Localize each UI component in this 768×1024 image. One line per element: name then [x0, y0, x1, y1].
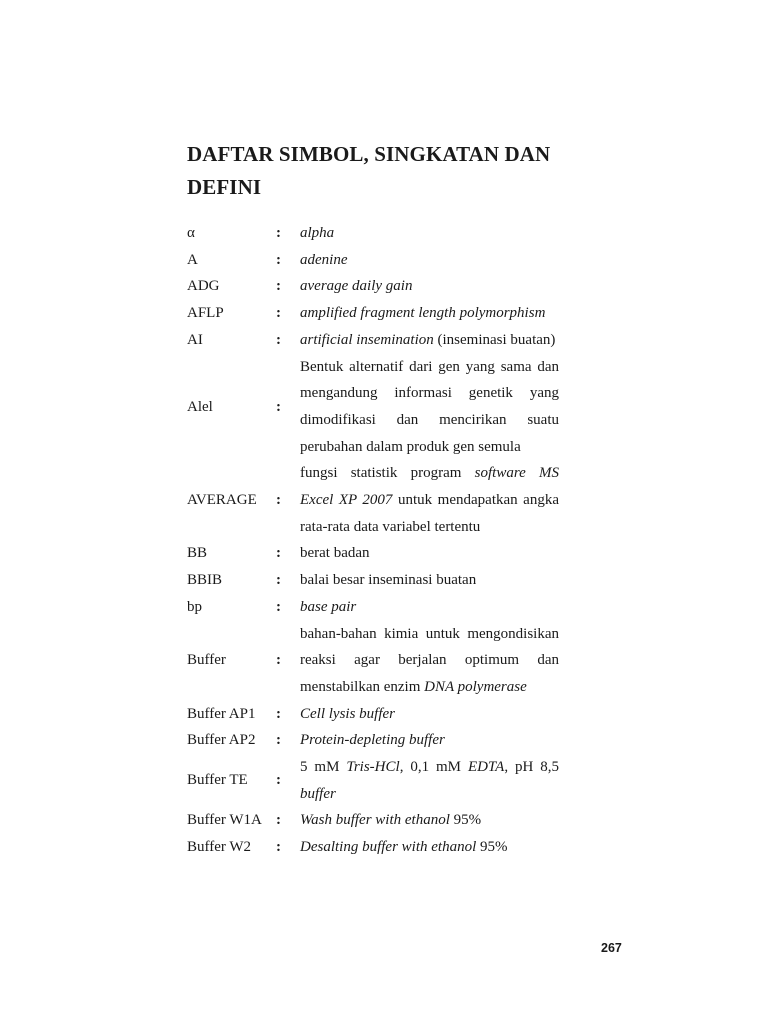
- glossary-term: α: [187, 225, 195, 241]
- definition-text: dimodifikasi dan mencirikan suatu: [300, 411, 559, 428]
- definition-line: [300, 834, 559, 861]
- glossary-separator: :: [276, 598, 281, 615]
- glossary-term: Buffer TE: [187, 772, 248, 789]
- definition-line: [300, 407, 559, 434]
- definition-text-italic: Wash buffer with ethanol: [300, 812, 450, 829]
- glossary-definition: [300, 460, 559, 540]
- definition-text: mengandung informasi genetik yang: [300, 385, 559, 402]
- definition-line: [300, 460, 559, 487]
- definition-text-italic: base pair: [300, 598, 357, 615]
- glossary-definition: [300, 701, 559, 728]
- page-heading-line-2: DEFINI: [187, 175, 262, 199]
- definition-line: [300, 701, 559, 728]
- glossary-definition: [300, 834, 559, 861]
- definition-line: [300, 674, 559, 701]
- glossary-definition: [300, 354, 559, 461]
- glossary-list: [187, 220, 559, 861]
- glossary-separator: :: [276, 225, 281, 241]
- glossary-definition: [300, 327, 559, 354]
- definition-text: 95%: [476, 839, 508, 856]
- definition-text: perubahan dalam produk gen semula: [300, 438, 521, 455]
- glossary-term: BBIB: [187, 572, 223, 589]
- glossary-entry: [187, 354, 559, 461]
- definition-text-italic: average daily gain: [300, 278, 413, 295]
- glossary-entry: [187, 300, 559, 327]
- definition-text-italic: software MS: [474, 465, 559, 482]
- definition-text-italic: artificial insemination: [300, 331, 434, 348]
- definition-text: , 0,1 mM: [399, 759, 468, 776]
- glossary-entry: [187, 540, 559, 567]
- definition-line: [300, 727, 559, 754]
- definition-line: [300, 247, 559, 274]
- glossary-term: bp: [187, 598, 202, 615]
- glossary-term: BB: [187, 545, 208, 562]
- definition-line: [300, 567, 559, 594]
- glossary-entry: [187, 247, 559, 274]
- definition-line: [300, 300, 559, 327]
- page-heading: [187, 138, 607, 204]
- definition-text: , pH 8,5: [504, 759, 559, 776]
- glossary-definition: [300, 540, 559, 567]
- glossary-separator: :: [276, 398, 281, 415]
- glossary-separator: :: [276, 278, 281, 295]
- definition-text-italic: alpha: [300, 225, 335, 241]
- definition-line: [300, 621, 559, 648]
- glossary-definition: [300, 247, 559, 274]
- definition-line: [300, 781, 559, 808]
- glossary-entry: [187, 701, 559, 728]
- definition-text-italic: adenine: [300, 251, 348, 268]
- definition-line: [300, 594, 559, 621]
- glossary-entry: [187, 807, 559, 834]
- glossary-separator: :: [276, 705, 281, 722]
- definition-line: [300, 273, 559, 300]
- glossary-term: AVERAGE: [187, 492, 257, 509]
- glossary-entry: [187, 567, 559, 594]
- glossary-term: Alel: [187, 398, 213, 415]
- definition-text: 5 mM: [300, 759, 347, 776]
- glossary-definition: [300, 807, 559, 834]
- definition-text: reaksi agar berjalan optimum dan: [300, 652, 559, 669]
- glossary-separator: :: [276, 732, 281, 749]
- glossary-definition: [300, 567, 559, 594]
- glossary-definition: [300, 754, 559, 807]
- glossary-separator: :: [276, 305, 281, 322]
- definition-text-italic: buffer: [300, 785, 336, 802]
- glossary-term: Buffer AP1: [187, 705, 256, 722]
- definition-text: (inseminasi buatan): [433, 331, 556, 348]
- glossary-term: Buffer W2: [187, 839, 252, 856]
- definition-text: fungsi statistik program: [300, 465, 475, 482]
- glossary-entry: [187, 621, 559, 701]
- glossary-term: ADG: [187, 278, 220, 295]
- glossary-definition: [300, 273, 559, 300]
- glossary-entry: [187, 460, 559, 540]
- glossary-term: Buffer W1A: [187, 812, 262, 829]
- glossary-definition: [300, 300, 559, 327]
- definition-line: [300, 540, 559, 567]
- glossary-separator: :: [276, 251, 281, 268]
- glossary-definition: [300, 220, 559, 247]
- definition-text: rata-rata data variabel tertentu: [300, 518, 481, 535]
- definition-text: bahan-bahan kimia untuk mengondisikan: [300, 625, 559, 642]
- glossary-term: AFLP: [187, 305, 224, 322]
- definition-text-italic: Tris-HCl: [346, 759, 400, 776]
- glossary-separator: :: [276, 812, 281, 829]
- definition-line: [300, 327, 559, 354]
- definition-text-italic: DNA polymerase: [424, 678, 527, 695]
- page-heading-line-1: DAFTAR SIMBOL, SINGKATAN DAN: [187, 142, 551, 166]
- glossary-separator: :: [276, 545, 281, 562]
- glossary-separator: :: [276, 572, 281, 589]
- glossary-term: Buffer AP2: [187, 732, 256, 749]
- glossary-entry: [187, 327, 559, 354]
- definition-text: untuk mendapatkan angka: [392, 492, 559, 509]
- definition-text: Bentuk alternatif dari gen yang sama dan: [300, 358, 559, 375]
- definition-text-italic: amplified fragment length polymorphism: [300, 305, 546, 322]
- glossary-term: AI: [187, 331, 203, 348]
- definition-line: [300, 380, 559, 407]
- definition-text: berat badan: [300, 545, 370, 562]
- definition-line: [300, 647, 559, 674]
- glossary-entry: [187, 594, 559, 621]
- glossary-definition: [300, 594, 559, 621]
- glossary-separator: :: [276, 652, 281, 669]
- definition-line: [300, 354, 559, 381]
- definition-line: [300, 487, 559, 514]
- definition-line: [300, 434, 559, 461]
- definition-text-italic: Protein-depleting buffer: [300, 732, 445, 749]
- glossary-entry: [187, 220, 559, 247]
- glossary-separator: :: [276, 772, 281, 789]
- glossary-separator: :: [276, 331, 281, 348]
- glossary-entry: [187, 754, 559, 807]
- definition-text: 95%: [449, 812, 482, 829]
- definition-line: [300, 754, 559, 781]
- glossary-term: Buffer: [187, 652, 226, 669]
- glossary-definition: [300, 621, 559, 701]
- definition-text-italic: EDTA: [467, 759, 505, 776]
- definition-text: menstabilkan enzim: [300, 678, 425, 695]
- definition-line: [300, 807, 559, 834]
- glossary-definition: [300, 727, 559, 754]
- glossary-entry: [187, 727, 559, 754]
- page-number: 267: [601, 941, 622, 955]
- definition-text: balai besar inseminasi buatan: [300, 572, 477, 589]
- glossary-entry: [187, 273, 559, 300]
- glossary-separator: :: [276, 492, 281, 509]
- glossary-separator: :: [276, 839, 281, 856]
- definition-text-italic: Cell lysis buffer: [300, 705, 395, 722]
- glossary-term: A: [187, 251, 198, 268]
- glossary-entry: [187, 834, 559, 861]
- definition-line: [300, 220, 559, 247]
- definition-line: [300, 514, 559, 541]
- definition-text-italic: Desalting buffer with ethanol: [300, 839, 477, 856]
- definition-text-italic: Excel XP 2007: [300, 492, 393, 509]
